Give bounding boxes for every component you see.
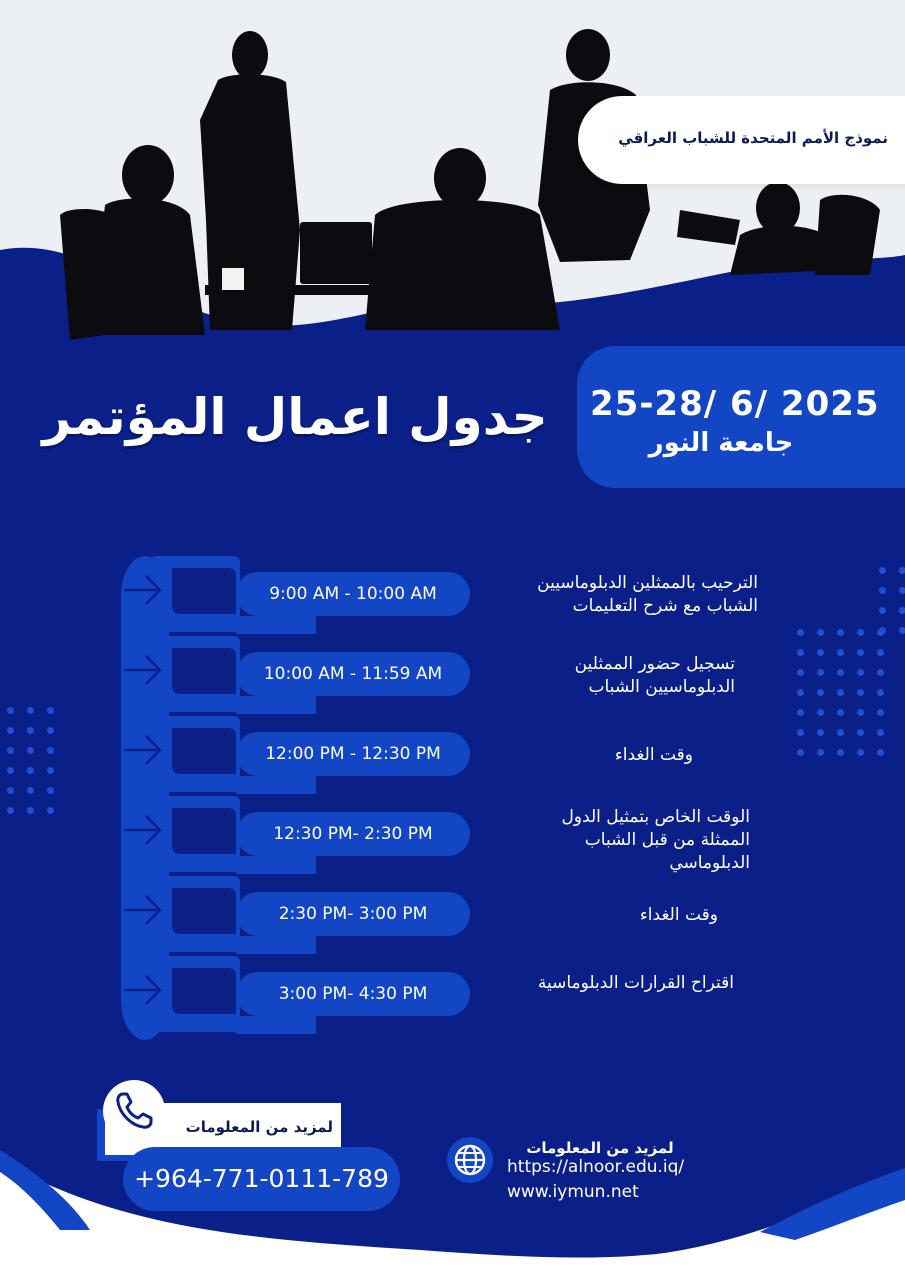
event-venue: جامعة النور: [648, 428, 794, 458]
time-slot-6: 3:00 PM- 4:30 PM: [236, 972, 470, 1016]
time-slot-1: 9:00 AM - 10:00 AM: [236, 572, 470, 616]
activity-line: الممثلة من قبل الشباب: [584, 830, 750, 850]
time-slot-3: 12:00 PM - 12:30 PM: [236, 732, 470, 776]
organization-name: نموذج الأمم المتحدة للشباب العراقي: [618, 129, 888, 147]
activity-line: اقتراح القرارات الدبلوماسية: [537, 973, 734, 993]
web-label: لمزيد من المعلومات: [526, 1139, 674, 1157]
activity-line: تسجيل حضور الممثلين: [574, 654, 735, 674]
website-link-1[interactable]: https://alnoor.edu.iq/: [507, 1157, 685, 1177]
event-date: 25-28/ 6/ 2025: [590, 384, 880, 424]
activity-line: الدبلوماسيين الشباب: [588, 677, 735, 697]
phone-number[interactable]: +964-771-0111-789: [123, 1147, 400, 1211]
dot-pattern-right: [790, 622, 890, 762]
activity-1: [490, 572, 758, 618]
time-slot-5: 2:30 PM- 3:00 PM: [236, 892, 470, 936]
website-link-2[interactable]: www.iymun.net: [507, 1182, 639, 1202]
activity-3: [490, 744, 693, 767]
activity-2: [490, 653, 735, 699]
activity-4: [490, 806, 750, 875]
activity-5: [490, 904, 718, 927]
phone-label: لمزيد من المعلومات: [185, 1118, 333, 1136]
page-title: جدول اعمال المؤتمر: [42, 388, 548, 446]
time-slot-4: 12:30 PM- 2:30 PM: [236, 812, 470, 856]
time-slot-2: 10:00 AM - 11:59 AM: [236, 652, 470, 696]
activity-line: الوقت الخاص بتمثيل الدول: [561, 807, 750, 827]
dot-pattern-left: [0, 700, 60, 820]
phone-icon: [103, 1080, 165, 1142]
globe-icon: [447, 1137, 493, 1183]
activity-line: الشباب مع شرح التعليمات: [572, 596, 758, 616]
activity-line: الترحيب بالممثلين الدبلوماسيين: [537, 573, 758, 593]
activity-6: [490, 972, 734, 995]
activity-line: وقت الغداء: [639, 905, 718, 925]
activity-line: الدبلوماسي: [669, 853, 750, 873]
activity-line: وقت الغداء: [614, 745, 693, 765]
